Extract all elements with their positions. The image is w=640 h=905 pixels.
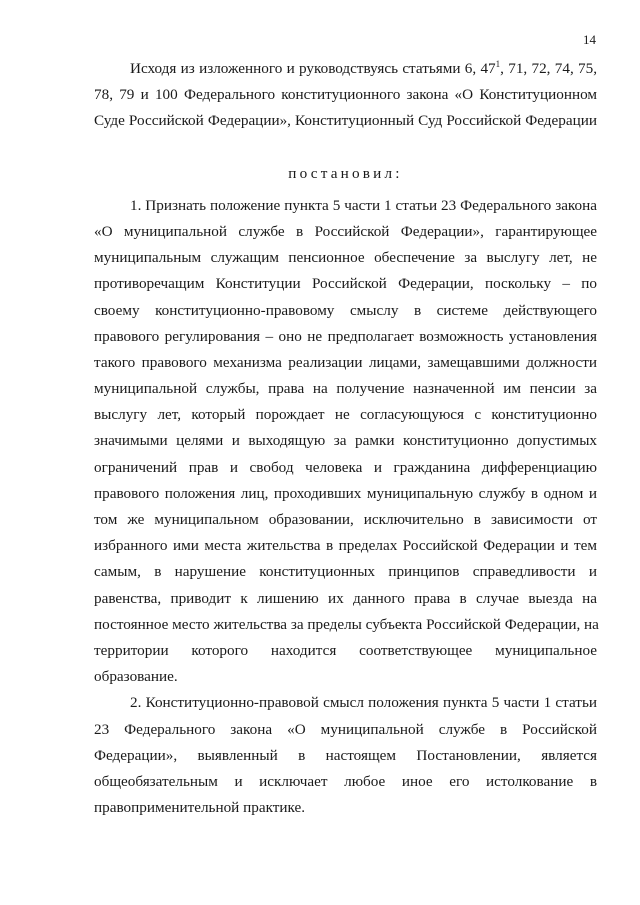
article-superscript: 1	[495, 59, 501, 69]
paragraph-line: ограничений прав и свобод человека и гражданина дифференциацию	[94, 458, 597, 476]
paragraph-line: 23 Федерального закона «О муниципальной службе в Российской	[94, 720, 597, 738]
paragraph-line: постоянное место жительства за пределы субъекта Российской Федерации, на	[94, 615, 599, 633]
paragraph-line: правоприменительной практике.	[94, 799, 306, 817]
intro-line: Суде Российской Федерации», Конституционный Суд Российской Федерации	[94, 112, 597, 130]
resolution-item-2	[94, 690, 597, 821]
paragraph-line: «О муниципальной службе в Российской Федерации», гарантирующее	[94, 222, 597, 240]
paragraph-line: правового положения лиц, проходивших муниципальную службу в одном и	[94, 484, 597, 502]
intro-line: 78, 79 и 100 Федерального конституционного закона «О Конституционном	[94, 86, 597, 104]
page-number: 14	[583, 32, 596, 47]
intro-line	[94, 56, 597, 82]
paragraph-line: выслугу лет, который порождает не согласующуюся с конституционно	[94, 406, 597, 424]
paragraph-line: муниципальным служащим пенсионное обеспечение за выслугу лет, не	[94, 249, 597, 267]
paragraph-line: муниципальной службы, права на получение назначенной им пенсии за	[94, 380, 597, 398]
paragraph-line: самым, в нарушение конституционных принципов справедливости и	[94, 563, 597, 581]
paragraph-line: территории которого находится соответствующее муниципальное	[94, 641, 597, 659]
intro-line-text: Исходя из изложенного и руководствуясь статьями 6, 47	[130, 60, 496, 77]
resolution-item-1	[94, 193, 597, 691]
paragraph-line: правового регулирования – оно не предполагает возможность установления	[94, 327, 597, 345]
paragraph-line: такого правового механизма реализации лицами, замещавшими должности	[94, 353, 597, 371]
intro-line-text: , 71, 72, 74, 75,	[500, 60, 597, 77]
paragraph-line: своему конституционно-правовому смыслу в системе действующего	[94, 301, 597, 319]
paragraph-line: 1. Признать положение пункта 5 части 1 статьи 23 Федерального закона	[130, 196, 597, 214]
paragraph-line: избранного ими места жительства в пределах Российской Федерации и тем	[94, 537, 597, 555]
paragraph-line: равенства, приводит к лишению их данного права в случае выезда на	[94, 589, 597, 607]
resolution-heading: постановил:	[288, 164, 403, 182]
paragraph-line: том же муниципальном образовании, исключительно в зависимости от	[94, 511, 597, 528]
paragraph-line: противоречащим Конституции Российской Федерации, поскольку – по	[94, 275, 597, 293]
paragraph-line: Федерации», выявленный в настоящем Постановлении, является	[94, 746, 597, 764]
paragraph-line: значимыми целями и выходящую за рамки конституционно допустимых	[94, 432, 597, 450]
paragraph-line: 2. Конституционно-правовой смысл положения пункта 5 части 1 статьи	[130, 694, 597, 712]
intro-paragraph	[94, 56, 597, 135]
paragraph-line: образование.	[94, 668, 178, 686]
paragraph-line: общеобязательным и исключает любое иное его истолкование в	[94, 772, 597, 790]
document-body	[94, 56, 597, 821]
